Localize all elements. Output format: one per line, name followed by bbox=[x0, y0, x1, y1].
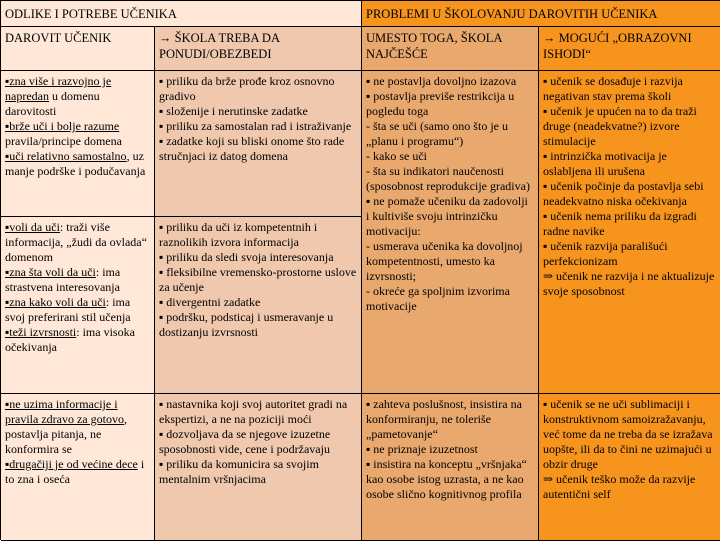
trait-item: ▪brže uči i bolje razume pravila/principe domena bbox=[5, 119, 122, 148]
problem-item: - okreće ga spoljnim izvorima motivacije bbox=[366, 284, 510, 313]
outcome-item: ⇒ učenik ne razvija i ne aktualizuje svoje sposobnost bbox=[543, 269, 715, 298]
provision-item: ▪ fleksibilne vremensko-prostorne uslove za učenje bbox=[159, 265, 357, 294]
subheader-school-should bbox=[155, 27, 362, 71]
provision-item: ▪ priliku da sledi svoja interesovanja bbox=[159, 250, 334, 264]
trait-item: ▪teži izvrsnosti: ima visoka očekivanja bbox=[5, 325, 135, 354]
provision-item: ▪ priliku za samostalan rad i istraživanje bbox=[159, 119, 352, 133]
provision-item: ▪ dozvoljava da se njegove izuzetne sposobnosti vide, cene i podržavaju bbox=[159, 427, 331, 456]
provision-item: ▪ nastavnika koji svoj autoritet gradi na ekspertizi, a ne na poziciji moći bbox=[159, 397, 348, 426]
trait-item: ▪zna kako voli da uči: ima svoj preferirani stil učenja bbox=[5, 295, 131, 324]
outcome-item: ▪ učenik se ne uči sublimaciji i konstruktivnom samoizražavanju, već tome da ne treba da se izražava uopšte, ili da to čini ne uzimajući u obzir druge bbox=[543, 397, 713, 471]
outcome-item: ▪ učenik nema priliku da izgradi radne navike bbox=[543, 209, 697, 238]
provision-item: ▪ složenije i nerutinske zadatke bbox=[159, 104, 308, 118]
subheader-label: DAROVIT UČENIK bbox=[5, 31, 112, 45]
header-problems-label: PROBLEMI U ŠKOLOVANJU DAROVITIH UČENIKA bbox=[366, 7, 658, 21]
row3-outcomes-cell bbox=[539, 394, 720, 541]
row3-school-instead-cell bbox=[362, 394, 539, 541]
problem-item: ▪ postavlja previše restrikcija u pogledu toga bbox=[366, 89, 515, 118]
header-traits bbox=[1, 1, 362, 27]
problem-item: - šta su indikatori naučenosti (sposobnost reprodukcije gradiva) bbox=[366, 164, 530, 193]
problem-item: ▪ insistira na konceptu „vršnjaka“ kao osobe istog uzrasta, a ne kao osobe slično kognitivnog profila bbox=[366, 457, 527, 501]
provision-item: ▪ divergentni zadatke bbox=[159, 295, 261, 309]
problem-item: ▪ ne priznaje izuzetnost bbox=[366, 442, 478, 456]
outcome-item: ▪ učenik se dosađuje i razvija negativan stav prema školi bbox=[543, 74, 683, 103]
provision-item: ▪ priliku da komunicira sa svojim mentalnim vršnjacima bbox=[159, 457, 319, 486]
trait-item: ▪uči relativno samostalno, uz manje podrške i podučavanja bbox=[5, 149, 146, 178]
row1-school-should-cell bbox=[155, 71, 362, 217]
problem-item: - kako se uči bbox=[366, 149, 427, 163]
row2-traits-cell bbox=[1, 217, 155, 394]
subheader-school-instead bbox=[362, 27, 539, 71]
trait-item: ▪zna šta voli da uči: ima strastvena interesovanja bbox=[5, 265, 121, 294]
subheader-label: → ŠKOLA TREBA DA PONUDI/OBEZBEDI bbox=[159, 31, 280, 61]
row1-traits-cell bbox=[1, 71, 155, 217]
trait-item: ▪drugačiji je od većine dece i to zna i oseća bbox=[5, 457, 145, 486]
problem-item: - šta se uči (samo ono što je u „planu i programu“) bbox=[366, 119, 508, 148]
trait-item: ▪ne uzima informacije i pravila zdravo za gotovo, postavlja pitanja, ne konformira se bbox=[5, 397, 127, 456]
row2-school-should-cell bbox=[155, 217, 362, 394]
problem-item: ▪ zahteva poslušnost, insistira na konformiranju, ne toleriše „pametovanje“ bbox=[366, 397, 522, 441]
header-traits-label: ODLIKE I POTREBE UČENIKA bbox=[5, 7, 177, 21]
problem-item: ▪ ne pomaže učeniku da zadovolji i kultiviše svoju intrinzičku motivaciju: bbox=[366, 194, 528, 238]
provision-item: ▪ zadatke koji su bliski onome što rade stručnjaci iz datog domena bbox=[159, 134, 345, 163]
rows12-outcomes-cell bbox=[539, 71, 720, 394]
outcome-item: ▪ učenik razvija parališući perfekcionizam bbox=[543, 239, 668, 268]
outcome-item: ⇒ učenik teško može da razvije autentični self bbox=[543, 472, 696, 501]
trait-item: ▪voli da uči: traži više informacija, „žudi da ovlada“ domenom bbox=[5, 220, 147, 264]
header-problems bbox=[362, 1, 720, 27]
subheader-gifted-student bbox=[1, 27, 155, 71]
rows12-school-instead-cell bbox=[362, 71, 539, 394]
provision-item: ▪ priliku da brže prođe kroz osnovno gradivo bbox=[159, 74, 335, 103]
trait-item: ▪zna više i razvojno je napredan u domenu darovitosti bbox=[5, 74, 112, 118]
subheader-label: → MOGUĆI „OBRAZOVNI ISHODI“ bbox=[543, 31, 692, 61]
subheader-outcomes bbox=[539, 27, 720, 71]
provision-item: ▪ priliku da uči iz kompetentnih i raznolikih izvora informacija bbox=[159, 220, 318, 249]
row3-school-should-cell bbox=[155, 394, 362, 541]
subheader-label: UMESTO TOGA, ŠKOLA NAJČEŠĆE bbox=[366, 31, 502, 61]
problem-item: - usmerava učenika ka dovoljnoj kompetentnosti, umesto ka izvrsnosti; bbox=[366, 239, 523, 283]
outcome-item: ▪ učenik je upućen na to da traži druge (neadekvatne?) izvore stimulacije bbox=[543, 104, 697, 148]
outcome-item: ▪ učenik počinje da postavlja sebi neadekvatno niska očekivanja bbox=[543, 179, 704, 208]
problem-item: ▪ ne postavlja dovoljno izazova bbox=[366, 74, 517, 88]
outcome-item: ▪ intrinzička motivacija je oslabljena ili urušena bbox=[543, 149, 667, 178]
provision-item: ▪ podršku, podsticaj i usmeravanje u dostizanju izvrsnosti bbox=[159, 310, 334, 339]
row3-traits-cell bbox=[1, 394, 155, 541]
